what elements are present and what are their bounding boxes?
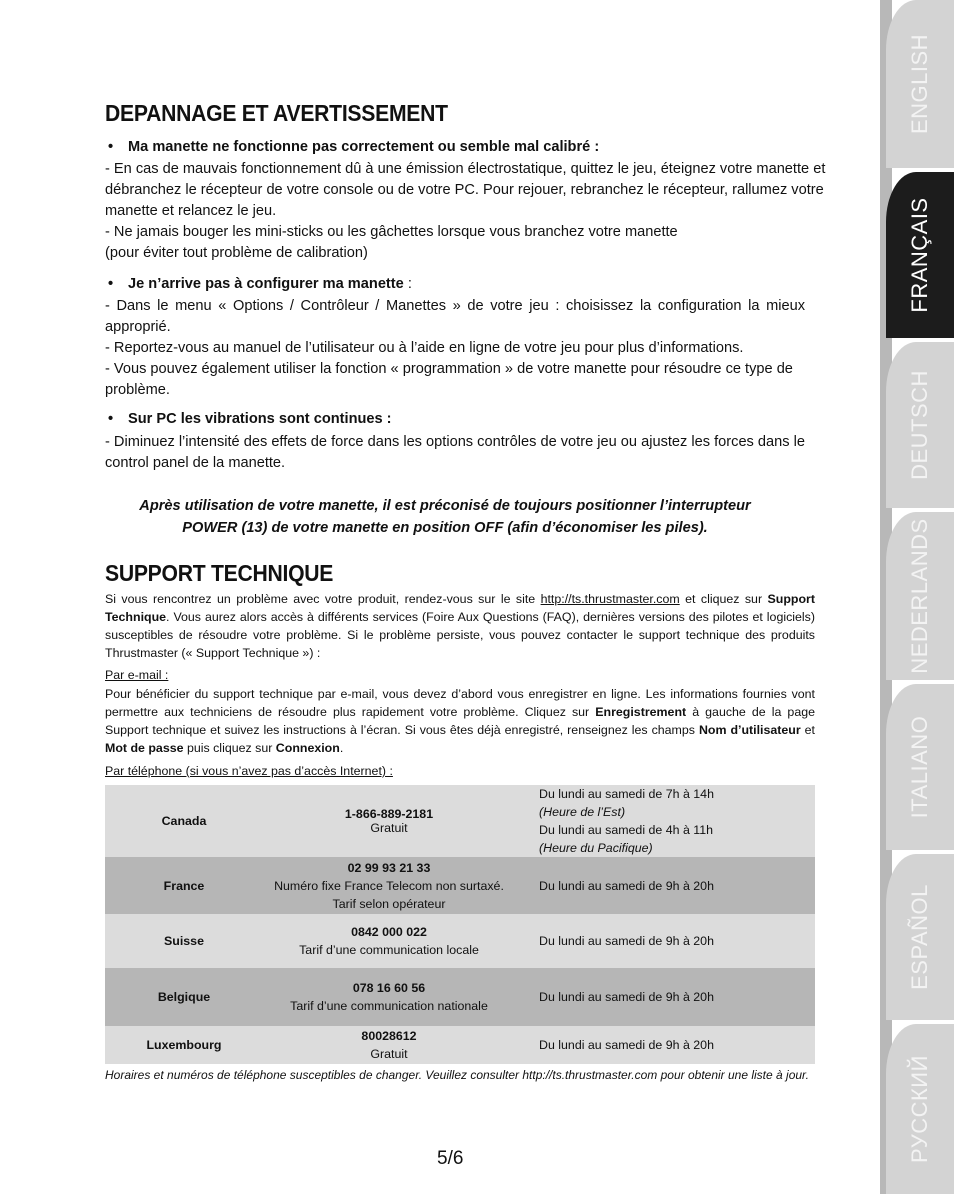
paragraph-configure-1: - Dans le menu « Options / Contrôleur / Manettes » de votre jeu : choisissez la configuration la mieux approprié. (105, 298, 805, 335)
phone-detail: Tarif d’une communication nationale (290, 999, 488, 1013)
phone-detail: Gratuit (370, 1047, 408, 1061)
bullet-heading-configure-suffix: : (403, 276, 412, 292)
email-bold-mdp: Mot de passe (105, 741, 184, 755)
support-intro (105, 590, 815, 662)
phone-hours: Du lundi au samedi de 9h à 20h (529, 914, 815, 968)
bullet-heading-configure: • Je n’arrive pas à configurer ma manette : (108, 276, 412, 292)
power-note-line1: Après utilisation de votre manette, il est préconisé de toujours positionner l’interrupteur (139, 498, 751, 514)
paragraph-calibration-3: (pour éviter tout problème de calibration) (105, 245, 368, 261)
tab-russian[interactable] (886, 1024, 954, 1194)
phone-gap (515, 968, 529, 1026)
phone-row-france (105, 857, 815, 914)
phone-gap (515, 914, 529, 968)
support-site-link[interactable]: http://ts.thrustmaster.com (540, 592, 680, 606)
phone-country: Belgique (105, 968, 263, 1026)
tab-italiano[interactable] (886, 684, 954, 850)
paragraph-calibration-1: - En cas de mauvais fonctionnement dû à une émission électrostatique, quittez le jeu, éteignez votre manette et débranchez le récepteur de votre console ou de votre PC. Pour rejouer, rebranchez le récepteur, rallumez votre manette et relancez le jeu. (105, 161, 826, 219)
page-number: 5/6 (437, 1148, 464, 1169)
phone-label: Par téléphone (si vous n’avez pas d’accès Internet) : (105, 764, 393, 778)
tab-espanol[interactable] (886, 854, 954, 1020)
phone-detail: Tarif d’une communication locale (299, 943, 479, 957)
email-bold-connexion: Connexion (275, 741, 340, 755)
phone-detail-2: Tarif selon opérateur (332, 896, 446, 911)
phone-hours: Du lundi au samedi de 9h à 20h (529, 857, 815, 914)
phone-hours: Du lundi au samedi de 7h à 14h (539, 787, 714, 801)
email-d: puis cliquez sur (183, 741, 276, 755)
section-title-depannage: DEPANNAGE ET AVERTISSEMENT (105, 100, 448, 126)
phone-number: 078 16 60 56 (352, 981, 426, 995)
phone-number: 1-866-889-2181 (344, 807, 434, 821)
tab-label-nederlands: NEDERLANDS (907, 518, 932, 674)
phone-footnote: Horaires et numéros de téléphone susceptibles de changer. Veuillez consulter http://ts.thrustmaster.com pour obtenir une liste à jour. (105, 1068, 809, 1082)
phone-gap (515, 1026, 529, 1064)
email-a: Pour bénéficier du support technique par e-mail, vous devez d’abord vous enregistrer en ligne. Les informations fournies vont permettre aux techniciens de résoudre plus rapidement votre problème. Cliquez sur (105, 687, 815, 719)
tab-label-english: ENGLISH (907, 33, 932, 135)
support-intro-bold: Support Technique (105, 592, 815, 624)
phone-hours: Du lundi au samedi de 9h à 20h (529, 968, 815, 1026)
email-bold-enregistrement: Enregistrement (595, 705, 687, 719)
email-bold-nom: Nom d’utilisateur (698, 723, 801, 737)
bullet-heading-vibrations: • Sur PC les vibrations sont continues : (108, 411, 392, 427)
support-intro-b: et cliquez sur (679, 592, 768, 606)
tab-english[interactable] (886, 0, 954, 168)
phone-hours: Du lundi au samedi de 9h à 20h (529, 1026, 815, 1064)
phone-country: Suisse (105, 914, 263, 968)
phone-country: France (105, 857, 263, 914)
phone-number-cell (263, 914, 515, 968)
support-intro-a: Si vous rencontrez un problème avec votre produit, rendez-vous sur le site (105, 592, 541, 606)
phone-number-cell (263, 968, 515, 1026)
phone-row-luxembourg (105, 1026, 815, 1064)
email-e: . (339, 741, 344, 755)
phone-hours-cell (529, 785, 815, 857)
phone-gap (515, 785, 529, 857)
phone-gap (515, 857, 529, 914)
tab-label-russian: РУССКИЙ (907, 1055, 932, 1163)
paragraph-configure-2: - Reportez-vous au manuel de l’utilisateur ou à l’aide en ligne de votre jeu pour plus d’informations. (105, 340, 744, 356)
tab-label-espanol: ESPAÑOL (907, 884, 932, 990)
email-label: Par e-mail : (105, 668, 169, 682)
tab-francais[interactable] (886, 172, 954, 338)
language-tabs (880, 0, 954, 1194)
bullet-heading-calibration: • Ma manette ne fonctionne pas correctement ou semble mal calibré : (108, 139, 600, 155)
tab-nederlands[interactable] (886, 512, 954, 680)
phone-number: 02 99 93 21 33 (347, 860, 431, 875)
tab-label-deutsch: DEUTSCH (907, 370, 932, 480)
phone-row-belgique (105, 968, 815, 1026)
phone-hours-zone-2: (Heure du Pacifique) (539, 841, 653, 855)
tab-label-italiano: ITALIANO (907, 715, 932, 819)
phone-row-canada (105, 785, 815, 857)
section-title-support: SUPPORT TECHNIQUE (105, 560, 334, 586)
tab-label-francais: FRANÇAIS (907, 197, 932, 313)
phone-number-cell (263, 857, 515, 914)
paragraph-calibration-2: - Ne jamais bouger les mini-sticks ou les gâchettes lorsque vous branchez votre manette (105, 224, 678, 240)
phone-number: 80028612 (361, 1029, 417, 1043)
email-b: à gauche de la page Support technique et suivez les instructions à l’écran. Si vous êtes déjà enregistré, renseignez les champs (105, 705, 815, 737)
phone-country: Canada (105, 785, 263, 857)
email-paragraph (105, 685, 815, 757)
bullet-heading-calibration-text: Ma manette ne fonctionne pas correctement ou semble mal calibré : (128, 139, 600, 155)
phone-number-cell (263, 785, 515, 857)
paragraph-configure-3: - Vous pouvez également utiliser la fonction « programmation » de votre manette pour résoudre ce type de problème. (105, 361, 793, 398)
phone-hours-zone: (Heure de l’Est) (539, 805, 626, 819)
phone-detail: Gratuit (370, 821, 408, 835)
phone-table (105, 785, 815, 1064)
bullet-heading-vibrations-text: Sur PC les vibrations sont continues : (128, 411, 392, 427)
power-note-line2: POWER (13) de votre manette en position OFF (afin d’économiser les piles). (182, 520, 708, 536)
phone-number-cell (263, 1026, 515, 1064)
support-intro-c: . Vous aurez alors accès à différents services (Foire Aux Questions (FAQ), dernières versions des pilotes et logiciels) susceptibles de résoudre votre problème. Si le problème persiste, vous pouvez contacter le support technique des produits Thrustmaster (« Support Technique ») : (105, 610, 815, 660)
phone-hours-2: Du lundi au samedi de 4h à 11h (539, 823, 714, 837)
phone-detail: Numéro fixe France Telecom non surtaxé. (274, 878, 504, 893)
email-c: et (800, 723, 815, 737)
phone-number: 0842 000 022 (351, 925, 427, 939)
tab-deutsch[interactable] (886, 342, 954, 508)
phone-row-suisse (105, 914, 815, 968)
phone-country: Luxembourg (105, 1026, 263, 1064)
paragraph-vibrations-1: - Diminuez l’intensité des effets de force dans les options contrôles de votre jeu ou ajustez les forces dans le control panel de la manette. (105, 434, 805, 471)
bullet-heading-configure-text: Je n’arrive pas à configurer ma manette (128, 276, 404, 292)
